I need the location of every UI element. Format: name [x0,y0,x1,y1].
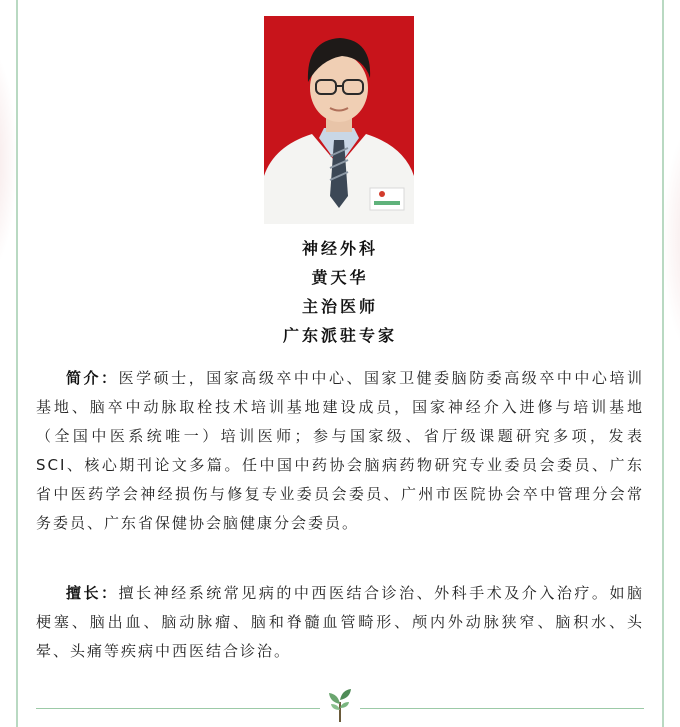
doctor-info [0,234,680,350]
intro-text: 医学硕士，国家高级卒中中心、国家卫健委脑防委高级卒中中心培训基地、脑卒中动脉取栓技术培训基地建设成员，国家神经介入进修与培训基地（全国中医系统唯一）培训医师；参与国家级、省厅级课题研究多项，发表SCI、核心期刊论文多篇。任中国中药协会脑病药物研究专业委员会委员、广东省中医药学会神经损伤与修复专业委员会委员、广州市医院协会卒中管理分会常务委员、广东省保健协会脑健康分会委员。 [36,369,644,532]
footer-divider-left [36,708,320,709]
footer-divider-right [360,708,644,709]
specialty-paragraph [36,579,644,666]
specialty-text: 擅长神经系统常见病的中西医结合诊治、外科手术及介入治疗。如脑梗塞、脑出血、脑动脉瘤、脑和脊髓血管畸形、颅内外动脉狭窄、脑积水、头晕、头痛等疾病中西医结合诊治。 [36,584,644,660]
doctor-portrait [264,16,414,224]
sprout-icon [326,688,354,726]
intro-label: 简介： [66,369,119,387]
doctor-tag: 广东派驻专家 [282,326,397,345]
specialty-label: 擅长： [66,584,119,602]
doctor-title: 主治医师 [301,297,378,316]
frame-right-border [662,0,664,727]
intro-paragraph [36,364,644,538]
department-name: 神经外科 [301,239,378,258]
doctor-name: 黄天华 [311,268,369,287]
